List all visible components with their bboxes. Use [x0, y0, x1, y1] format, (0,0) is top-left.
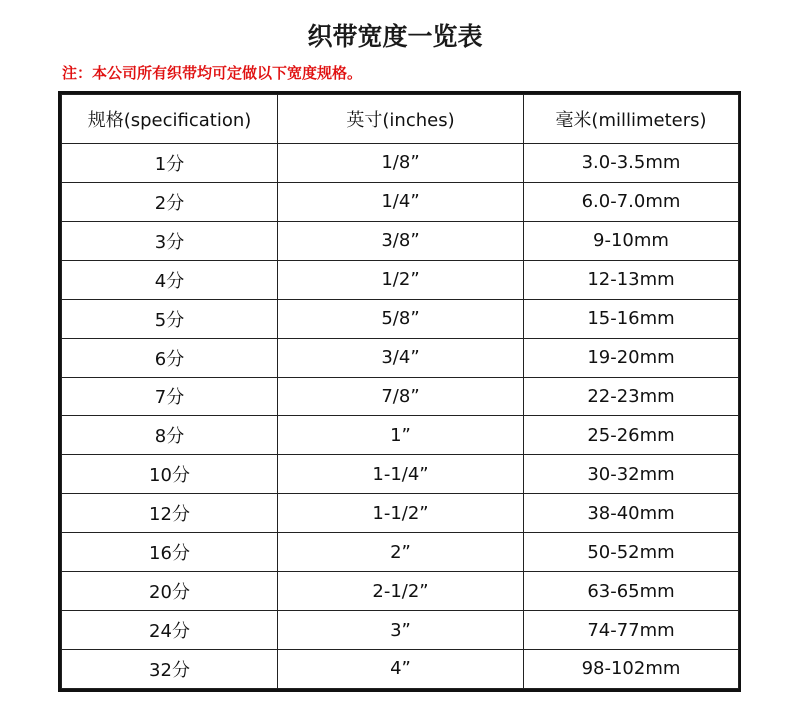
- cell-inches: 5/8”: [278, 299, 524, 338]
- cell-inches: 1-1/4”: [278, 455, 524, 494]
- cell-inches: 3/8”: [278, 221, 524, 260]
- table-row: [62, 494, 739, 533]
- table-row: [62, 260, 739, 299]
- cell-spec: 6分: [62, 338, 278, 377]
- cell-inches: 1/8”: [278, 144, 524, 183]
- cell-mm: 98-102mm: [524, 649, 739, 688]
- note-text: 注：本公司所有织带均可定做以下宽度规格。: [62, 64, 363, 82]
- cell-mm: 50-52mm: [524, 533, 739, 572]
- cell-spec: 10分: [62, 455, 278, 494]
- header-specification: 规格(specification): [62, 95, 278, 144]
- table-row: [62, 144, 739, 183]
- table-row: [62, 182, 739, 221]
- cell-inches: 1”: [278, 416, 524, 455]
- table-row: [62, 377, 739, 416]
- header-millimeters: 毫米(millimeters): [524, 95, 739, 144]
- cell-mm: 19-20mm: [524, 338, 739, 377]
- header-inches: 英寸(inches): [278, 95, 524, 144]
- cell-spec: 3分: [62, 221, 278, 260]
- table-row: [62, 221, 739, 260]
- cell-inches: 3”: [278, 611, 524, 650]
- cell-mm: 15-16mm: [524, 299, 739, 338]
- cell-mm: 30-32mm: [524, 455, 739, 494]
- table-row: [62, 338, 739, 377]
- cell-inches: 1/4”: [278, 182, 524, 221]
- cell-mm: 6.0-7.0mm: [524, 182, 739, 221]
- cell-spec: 12分: [62, 494, 278, 533]
- cell-spec: 16分: [62, 533, 278, 572]
- width-table-container: [58, 91, 741, 692]
- cell-mm: 22-23mm: [524, 377, 739, 416]
- cell-spec: 24分: [62, 611, 278, 650]
- cell-mm: 74-77mm: [524, 611, 739, 650]
- cell-inches: 1/2”: [278, 260, 524, 299]
- table-row: [62, 299, 739, 338]
- page-title: 织带宽度一览表: [307, 22, 483, 51]
- table-row: [62, 455, 739, 494]
- cell-mm: 9-10mm: [524, 221, 739, 260]
- cell-inches: 7/8”: [278, 377, 524, 416]
- cell-inches: 1-1/2”: [278, 494, 524, 533]
- table-row: [62, 416, 739, 455]
- cell-spec: 20分: [62, 572, 278, 611]
- cell-spec: 4分: [62, 260, 278, 299]
- cell-inches: 4”: [278, 649, 524, 688]
- table-row: [62, 572, 739, 611]
- cell-mm: 63-65mm: [524, 572, 739, 611]
- table-row: [62, 649, 739, 688]
- width-table: [61, 94, 739, 689]
- cell-spec: 7分: [62, 377, 278, 416]
- cell-inches: 3/4”: [278, 338, 524, 377]
- table-row: [62, 533, 739, 572]
- cell-inches: 2-1/2”: [278, 572, 524, 611]
- cell-spec: 5分: [62, 299, 278, 338]
- cell-spec: 2分: [62, 182, 278, 221]
- cell-mm: 12-13mm: [524, 260, 739, 299]
- cell-spec: 32分: [62, 649, 278, 688]
- table-row: [62, 611, 739, 650]
- cell-mm: 3.0-3.5mm: [524, 144, 739, 183]
- cell-spec: 8分: [62, 416, 278, 455]
- table-header-row: [62, 95, 739, 144]
- cell-inches: 2”: [278, 533, 524, 572]
- cell-mm: 25-26mm: [524, 416, 739, 455]
- cell-spec: 1分: [62, 144, 278, 183]
- cell-mm: 38-40mm: [524, 494, 739, 533]
